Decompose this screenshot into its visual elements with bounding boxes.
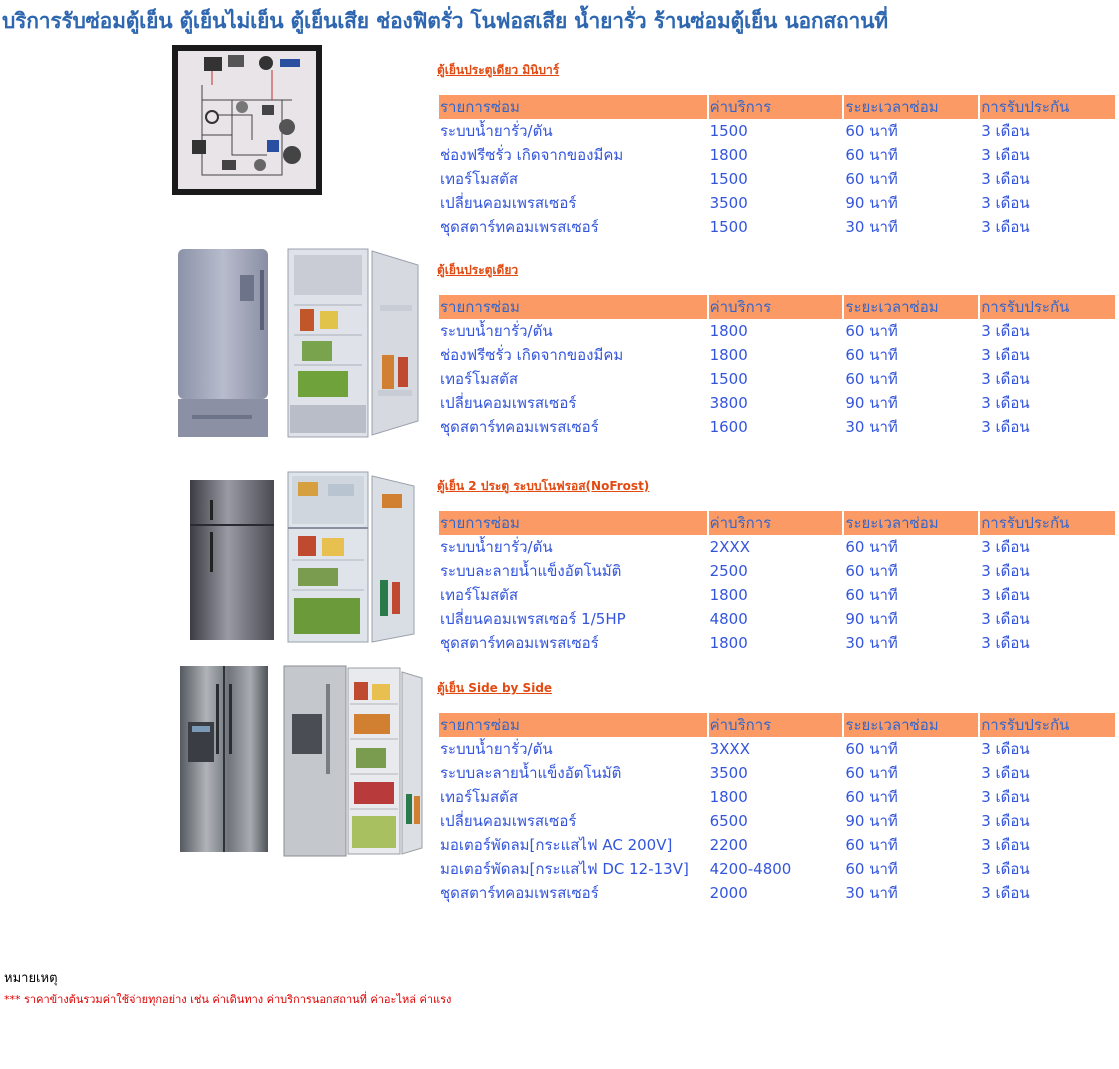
table-row (439, 559, 1115, 583)
duration-cell: 60 นาที (845, 860, 898, 878)
warranty-cell: 3 เดือน (981, 370, 1030, 388)
item-cell: ระบบละลายน้ำแข็งอัตโนมัติ (440, 764, 622, 782)
duration-cell: 30 นาที (845, 634, 898, 652)
table-row (439, 343, 1115, 367)
header-price: ค่าบริการ (709, 95, 843, 119)
warranty-cell: 3 เดือน (981, 122, 1030, 140)
item-cell: เทอร์โมสตัส (440, 586, 519, 604)
item-cell: เปลี่ยนคอมเพรสเซอร์ (440, 812, 577, 830)
price-cell: 1800 (709, 634, 748, 652)
warranty-cell: 3 เดือน (981, 218, 1030, 236)
item-cell: เปลี่ยนคอมเพรสเซอร์ (440, 194, 577, 212)
two-door-nofrost-refrigerator-image (188, 470, 420, 645)
price-cell: 1800 (709, 586, 748, 604)
item-cell: มอเตอร์พัดลม[กระแสไฟ AC 200V] (440, 836, 673, 854)
duration-cell: 60 นาที (845, 538, 898, 556)
item-cell: ชุดสตาร์ทคอมเพรสเซอร์ (440, 884, 599, 902)
price-table (437, 95, 1117, 239)
price-cell: 2XXX (709, 538, 750, 556)
price-cell: 4200-4800 (709, 860, 792, 878)
item-cell: ระบบน้ำยารั่ว/ตัน (440, 538, 553, 556)
price-cell: 1800 (709, 146, 748, 164)
warranty-cell: 3 เดือน (981, 812, 1030, 830)
item-cell: ชุดสตาร์ทคอมเพรสเซอร์ (440, 418, 599, 436)
duration-cell: 30 นาที (845, 218, 898, 236)
side-by-side-refrigerator-image (178, 664, 426, 860)
duration-cell: 90 นาที (845, 812, 898, 830)
item-cell: ช่องฟรีซรั่ว เกิดจากของมีคม (440, 346, 624, 364)
warranty-cell: 3 เดือน (981, 860, 1030, 878)
duration-cell: 60 นาที (845, 764, 898, 782)
item-cell: ระบบน้ำยารั่ว/ตัน (440, 322, 553, 340)
duration-cell: 60 นาที (845, 322, 898, 340)
table-row (439, 785, 1115, 809)
duration-cell: 60 นาที (845, 370, 898, 388)
price-cell: 1800 (709, 346, 748, 364)
item-cell: ชุดสตาร์ทคอมเพรสเซอร์ (440, 218, 599, 236)
section-title: ตู้เย็นประตูเดียว มินิบาร์ (437, 63, 560, 77)
price-cell: 1500 (709, 218, 748, 236)
header-item: รายการซ่อม (439, 295, 707, 319)
table-row (439, 167, 1115, 191)
price-cell: 1600 (709, 418, 748, 436)
table-row (439, 833, 1115, 857)
warranty-cell: 3 เดือน (981, 764, 1030, 782)
table-row (439, 191, 1115, 215)
item-cell: เทอร์โมสตัส (440, 788, 519, 806)
duration-cell: 90 นาที (845, 194, 898, 212)
table-row (439, 415, 1115, 439)
price-cell: 3800 (709, 394, 748, 412)
section-title: ตู้เย็นประตูเดียว (437, 263, 519, 277)
note-label: หมายเหตุ (4, 971, 58, 986)
refrigerator-circuit-diagram-image (172, 45, 322, 195)
duration-cell: 60 นาที (845, 562, 898, 580)
duration-cell: 60 นาที (845, 346, 898, 364)
table-row (439, 881, 1115, 905)
price-cell: 1800 (709, 788, 748, 806)
item-cell: เปลี่ยนคอมเพรสเซอร์ 1/5HP (440, 610, 626, 628)
header-duration: ระยะเวลาซ่อม (844, 295, 978, 319)
warranty-cell: 3 เดือน (981, 610, 1030, 628)
header-item: รายการซ่อม (439, 95, 707, 119)
price-cell: 4800 (709, 610, 748, 628)
duration-cell: 60 นาที (845, 122, 898, 140)
table-row (439, 119, 1115, 143)
item-cell: ช่องฟรีซรั่ว เกิดจากของมีคม (440, 146, 624, 164)
warranty-cell: 3 เดือน (981, 788, 1030, 806)
warranty-cell: 3 เดือน (981, 884, 1030, 902)
single-door-refrigerator-image (172, 245, 427, 440)
warranty-cell: 3 เดือน (981, 836, 1030, 854)
section-title: ตู้เย็น 2 ประตู ระบบโนฟรอส(NoFrost) (437, 479, 650, 493)
price-cell: 3XXX (709, 740, 750, 758)
price-cell: 1500 (709, 122, 748, 140)
item-cell: เปลี่ยนคอมเพรสเซอร์ (440, 394, 577, 412)
table-row (439, 857, 1115, 881)
price-cell: 2000 (709, 884, 748, 902)
price-cell: 6500 (709, 812, 748, 830)
duration-cell: 30 นาที (845, 418, 898, 436)
price-cell: 2200 (709, 836, 748, 854)
warranty-cell: 3 เดือน (981, 394, 1030, 412)
note-text: *** ราคาข้างต้นรวมค่าใช้จ่ายทุกอย่าง เช่น ค่าเดินทาง ค่าบริการนอกสถานที่ ค่าอะไหล่ ค่าแรง (4, 993, 452, 1006)
duration-cell: 30 นาที (845, 884, 898, 902)
item-cell: ระบบน้ำยารั่ว/ตัน (440, 740, 553, 758)
price-cell: 3500 (709, 764, 748, 782)
header-duration: ระยะเวลาซ่อม (844, 95, 978, 119)
duration-cell: 60 นาที (845, 836, 898, 854)
duration-cell: 90 นาที (845, 394, 898, 412)
header-price: ค่าบริการ (709, 713, 843, 737)
header-price: ค่าบริการ (709, 295, 843, 319)
warranty-cell: 3 เดือน (981, 586, 1030, 604)
item-cell: ระบบละลายน้ำแข็งอัตโนมัติ (440, 562, 622, 580)
price-cell: 3500 (709, 194, 748, 212)
header-duration: ระยะเวลาซ่อม (844, 511, 978, 535)
warranty-cell: 3 เดือน (981, 634, 1030, 652)
header-duration: ระยะเวลาซ่อม (844, 713, 978, 737)
header-price: ค่าบริการ (709, 511, 843, 535)
table-row (439, 607, 1115, 631)
warranty-cell: 3 เดือน (981, 194, 1030, 212)
table-row (439, 391, 1115, 415)
duration-cell: 60 นาที (845, 788, 898, 806)
price-table (437, 713, 1117, 905)
price-table (437, 511, 1117, 655)
header-warranty: การรับประกัน (980, 511, 1115, 535)
item-cell: ชุดสตาร์ทคอมเพรสเซอร์ (440, 634, 599, 652)
duration-cell: 60 นาที (845, 170, 898, 188)
section-title: ตู้เย็น Side by Side (437, 681, 553, 695)
duration-cell: 60 นาที (845, 146, 898, 164)
price-cell: 1500 (709, 170, 748, 188)
price-table (437, 295, 1117, 439)
header-warranty: การรับประกัน (980, 95, 1115, 119)
page-title: บริการรับซ่อมตู้เย็น ตู้เย็นไม่เย็น ตู้เย็นเสีย ช่องฟิตรั่ว โนฟอสเสีย น้ำยารั่ว ร้านซ่อมตู้เย็น นอกสถานที่ (2, 9, 888, 33)
warranty-cell: 3 เดือน (981, 146, 1030, 164)
table-row (439, 319, 1115, 343)
header-item: รายการซ่อม (439, 713, 707, 737)
warranty-cell: 3 เดือน (981, 538, 1030, 556)
header-item: รายการซ่อม (439, 511, 707, 535)
table-row (439, 761, 1115, 785)
price-cell: 1500 (709, 370, 748, 388)
warranty-cell: 3 เดือน (981, 562, 1030, 580)
duration-cell: 60 นาที (845, 586, 898, 604)
table-row (439, 215, 1115, 239)
table-row (439, 535, 1115, 559)
header-warranty: การรับประกัน (980, 713, 1115, 737)
warranty-cell: 3 เดือน (981, 346, 1030, 364)
item-cell: เทอร์โมสตัส (440, 370, 519, 388)
warranty-cell: 3 เดือน (981, 322, 1030, 340)
warranty-cell: 3 เดือน (981, 418, 1030, 436)
table-row (439, 631, 1115, 655)
duration-cell: 90 นาที (845, 610, 898, 628)
item-cell: เทอร์โมสตัส (440, 170, 519, 188)
table-row (439, 809, 1115, 833)
table-row (439, 367, 1115, 391)
header-warranty: การรับประกัน (980, 295, 1115, 319)
item-cell: มอเตอร์พัดลม[กระแสไฟ DC 12-13V] (440, 860, 689, 878)
item-cell: ระบบน้ำยารั่ว/ตัน (440, 122, 553, 140)
duration-cell: 60 นาที (845, 740, 898, 758)
table-row (439, 737, 1115, 761)
warranty-cell: 3 เดือน (981, 740, 1030, 758)
table-row (439, 143, 1115, 167)
warranty-cell: 3 เดือน (981, 170, 1030, 188)
price-cell: 1800 (709, 322, 748, 340)
price-cell: 2500 (709, 562, 748, 580)
table-row (439, 583, 1115, 607)
